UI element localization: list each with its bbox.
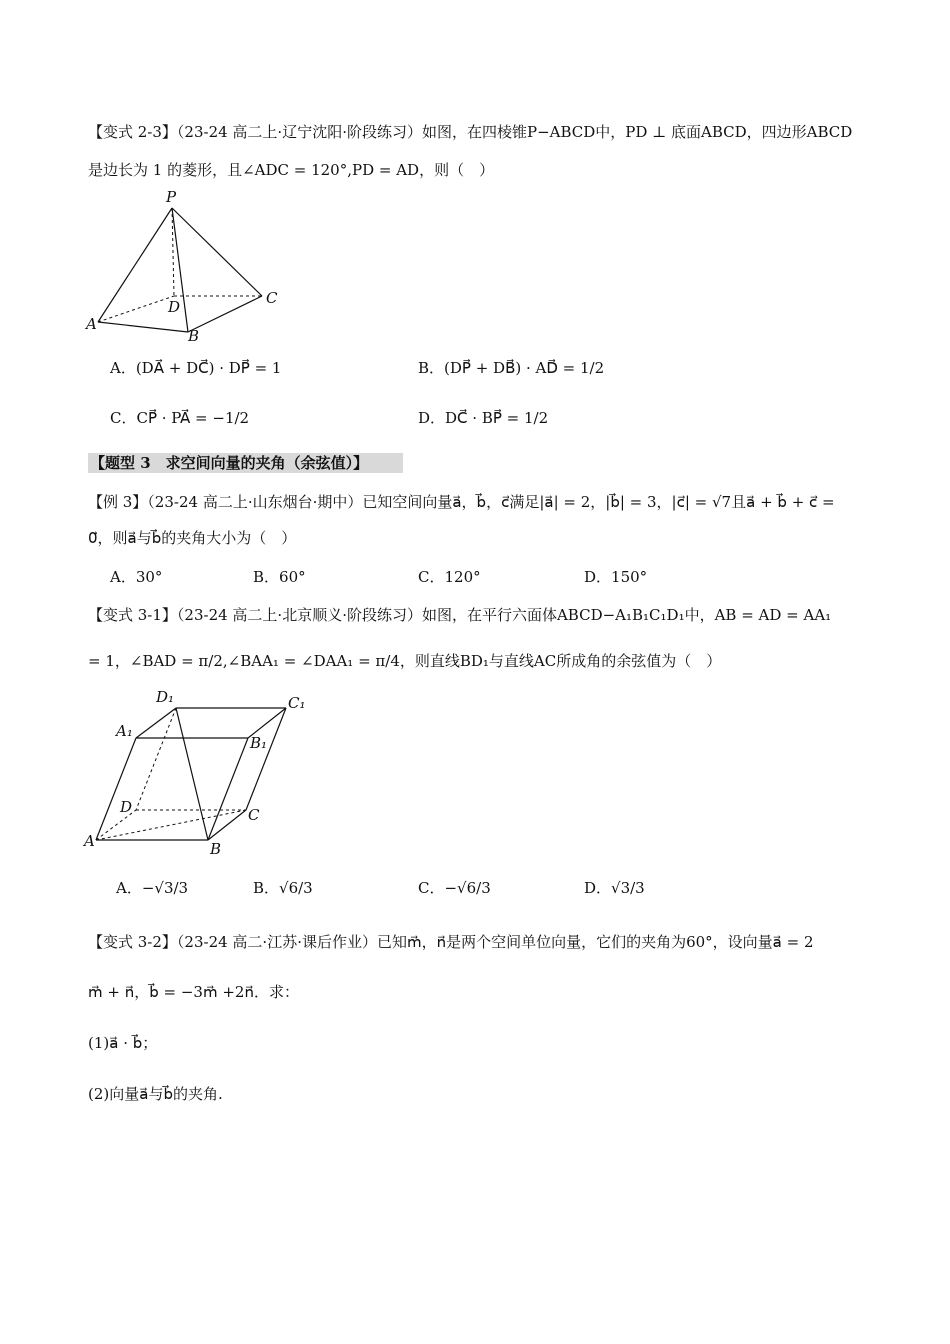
ex3-option-a: A．30° <box>110 568 163 586</box>
v31-option-c: C．−√6/3 <box>418 879 491 897</box>
label-P: P <box>166 188 177 206</box>
v31-option-b: B．√6/3 <box>253 879 313 897</box>
v23-line1: 【变式 2-3】（23-24 高二上·辽宁沈阳·阶段练习）如图，在四棱锥P−ABCD中，PD ⊥ 底面ABCD，四边形ABCD <box>88 123 853 141</box>
v32-line1: 【变式 3-2】（23-24 高二·江苏·课后作业）已知m⃗，n⃗是两个空间单位向量，它们的夹角为60°，设向量a⃗ = 2 <box>88 933 814 951</box>
label-B1: B₁ <box>250 734 268 752</box>
v23-line2: 是边长为 1 的菱形，且∠ADC = 120°,PD = AD，则（ ） <box>88 161 495 179</box>
v23-option-b: B．(DP⃗ + DB⃗) · AD⃗ = 1/2 <box>418 359 605 377</box>
label-C: C <box>248 806 260 824</box>
v32-question-1: (1)a⃗ · b⃗； <box>88 1034 158 1052</box>
label-D: D <box>168 298 181 316</box>
v23-option-c: C．CP⃗ · PA⃗ = −1/2 <box>110 409 250 427</box>
v23-option-d: D．DC⃗ · BP⃗ = 1/2 <box>418 409 549 427</box>
label-C: C <box>266 289 278 307</box>
v32-line2: m⃗ + n⃗，b⃗ = −3m⃗ +2n⃗．求： <box>88 983 299 1001</box>
v23-option-a: A．(DA⃗ + DC⃗) · DP⃗ = 1 <box>110 359 282 377</box>
ex3-line2: 0⃗，则a⃗与b⃗的夹角大小为（ ） <box>88 529 297 547</box>
v31-line1: 【变式 3-1】（23-24 高二上·北京顺义·阶段练习）如图，在平行六面体ABCD−A₁B₁C₁D₁中，AB = AD = AA₁ <box>88 606 832 624</box>
label-D1: D₁ <box>156 688 175 706</box>
label-B: B <box>188 327 200 345</box>
label-D: D <box>120 798 133 816</box>
label-B: B <box>210 840 222 858</box>
v31-option-a: A．−√3/3 <box>116 879 189 897</box>
v32-question-2: (2)向量a⃗与b⃗的夹角. <box>88 1085 223 1103</box>
label-A1: A₁ <box>116 722 133 740</box>
ex3-option-d: D．150° <box>584 568 648 586</box>
v31-option-d: D．√3/3 <box>584 879 645 897</box>
pyramid-figure <box>82 186 302 346</box>
parallelepiped-figure <box>80 684 320 864</box>
label-A: A <box>84 832 95 850</box>
type3-banner: 【题型 3 求空间向量的夹角（余弦值）】 <box>88 453 403 473</box>
label-C1: C₁ <box>288 694 306 712</box>
v31-line2: = 1，∠BAD = π/2,∠BAA₁ = ∠DAA₁ = π/4，则直线BD₁与直线AC所成角的余弦值为（ ） <box>88 652 722 670</box>
ex3-line1: 【例 3】（23-24 高二上·山东烟台·期中）已知空间向量a⃗，b⃗，c⃗满足|a⃗| = 2，|b⃗| = 3，|c⃗| = √7且a⃗ + b⃗ + c⃗ = <box>88 493 835 511</box>
ex3-option-c: C．120° <box>418 568 481 586</box>
ex3-option-b: B．60° <box>253 568 306 586</box>
label-A: A <box>86 315 97 333</box>
